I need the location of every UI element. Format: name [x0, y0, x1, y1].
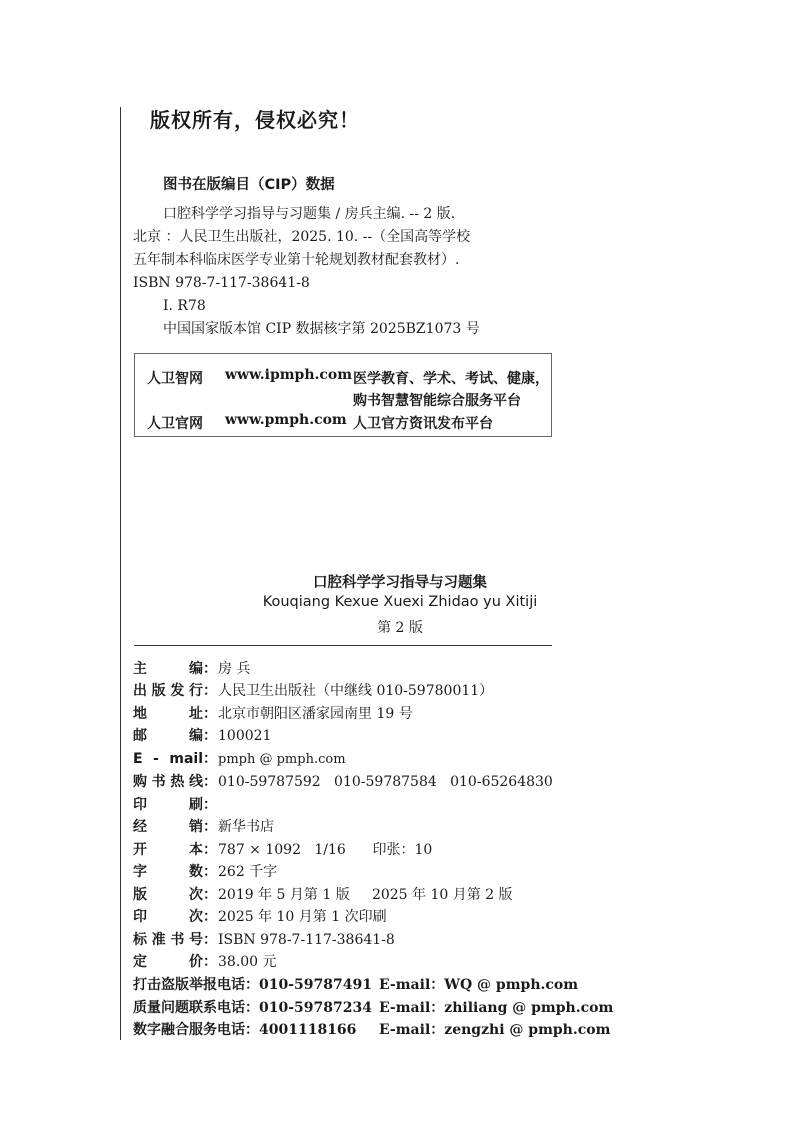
platform-desc: 购书智慧智能综合服务平台: [353, 393, 521, 409]
info-value: 787 × 1092 1/16 印张：10: [218, 842, 433, 858]
copyright-notice: 版权所有，侵权必究！: [150, 108, 360, 132]
info-row-price: 定价 ： 38.00 元: [133, 951, 277, 973]
platform-desc: 医学教育、学术、考试、健康，: [353, 371, 549, 387]
info-row-hotline: 购书热线 ： 010-59787592 010-59787584 010-65264830: [133, 771, 553, 793]
book-title-pinyin: Kouqiang Kexue Xuexi Zhidao yu Xitiji: [262, 594, 538, 610]
info-value: 房 兵: [218, 661, 251, 677]
info-label: E - mail: [133, 751, 203, 767]
info-value: 北京市朝阳区潘家园南里 19 号: [218, 706, 413, 722]
info-row-wordcount: 字数 ： 262 千字: [133, 861, 277, 883]
platform-name: 人卫官网: [147, 416, 203, 432]
contact-phone: 4001118166: [259, 1022, 357, 1038]
info-row-email: E - mail ： pmph @ pmph.com: [133, 751, 346, 767]
cip-title: 图书在版编目（CIP）数据: [163, 177, 335, 193]
cip-line: Ⅰ. R78: [163, 298, 206, 314]
cip-line: 五年制本科临床医学专业第十轮规划教材配套教材）.: [133, 252, 460, 268]
divider: [134, 645, 552, 646]
info-value: 人民卫生出版社（中继线 010-59780011）: [218, 683, 494, 699]
contact-row-digital: [133, 1019, 610, 1041]
info-value[interactable]: pmph @ pmph.com: [218, 752, 346, 767]
info-label: 出版发行: [133, 683, 203, 699]
info-label: 字数: [133, 864, 203, 880]
info-row-printing: 印次 ： 2025 年 10 月第 1 次印刷: [133, 906, 387, 928]
platform-desc: 人卫官方资讯发布平台: [353, 416, 493, 432]
info-label: 地址: [133, 706, 203, 722]
book-title: 口腔科学学习指导与习题集: [313, 575, 487, 591]
info-value: 新华书店: [218, 819, 274, 835]
info-value: 2019 年 5 月第 1 版 2025 年 10 月第 2 版: [218, 887, 513, 903]
contact-phone: 010-59787234: [259, 1000, 372, 1016]
platform-name: 人卫智网: [147, 371, 203, 387]
info-label: 主编: [133, 661, 203, 677]
info-value: 2025 年 10 月第 1 次印刷: [218, 909, 387, 925]
platform-url[interactable]: www.ipmph.com: [225, 367, 353, 383]
contact-row-piracy: [133, 974, 578, 996]
contact-email[interactable]: E-mail：WQ @ pmph.com: [379, 977, 579, 993]
info-row-address: 地址 ： 北京市朝阳区潘家园南里 19 号: [133, 703, 413, 725]
info-label: 定价: [133, 954, 203, 970]
info-row-printer: 印刷 ：: [133, 794, 218, 816]
info-value: 100021: [218, 728, 272, 744]
platform-url[interactable]: www.pmph.com: [225, 412, 347, 428]
info-label: 标准书号: [133, 932, 203, 948]
info-row-postcode: 邮编 ： 100021: [133, 725, 271, 747]
info-row-publisher: 出版发行 ： 人民卫生出版社（中继线 010-59780011）: [133, 680, 493, 702]
info-label: 邮编: [133, 728, 203, 744]
info-label: 印刷: [133, 797, 203, 813]
info-row-distributor: 经销 ： 新华书店: [133, 816, 274, 838]
info-value: 262 千字: [218, 864, 278, 880]
contact-phone: 010-59787491: [259, 977, 372, 993]
edition: 第 2 版: [377, 620, 423, 636]
info-value: 010-59787592 010-59787584 010-65264830: [218, 774, 553, 790]
contact-row-quality: [133, 997, 613, 1019]
cip-line: ISBN 978-7-117-38641-8: [133, 275, 310, 291]
info-label: 经销: [133, 819, 203, 835]
contact-label: 质量问题联系电话：: [133, 1000, 259, 1016]
info-row-editor: 主编 ： 房 兵: [133, 658, 250, 680]
info-row-format: 开本 ： 787 × 1092 1/16 印张：10: [133, 839, 432, 861]
contact-label: 数字融合服务电话：: [133, 1022, 259, 1038]
cip-line: 中国国家版本馆 CIP 数据核字第 2025BZ1073 号: [163, 321, 480, 337]
info-value: 38.00 元: [218, 954, 277, 970]
contact-label: 打击盗版举报电话：: [133, 977, 259, 993]
info-label: 印次: [133, 909, 203, 925]
info-label: 购书热线: [133, 774, 203, 790]
contact-email[interactable]: E-mail：zhiliang @ pmph.com: [379, 1000, 614, 1016]
info-value: ISBN 978-7-117-38641-8: [218, 932, 395, 948]
cip-line: 北京 ：人民卫生出版社，2025. 10. --（全国高等学校: [133, 229, 471, 245]
contact-email[interactable]: E-mail：zengzhi @ pmph.com: [379, 1022, 611, 1038]
info-label: 版次: [133, 887, 203, 903]
info-row-edition: 版次 ： 2019 年 5 月第 1 版 2025 年 10 月第 2 版: [133, 884, 513, 906]
info-label: 开本: [133, 842, 203, 858]
info-row-isbn: 标准书号 ： ISBN 978-7-117-38641-8: [133, 929, 395, 951]
cip-line: 口腔科学学习指导与习题集 / 房兵主编. -- 2 版.: [163, 206, 456, 222]
platform-box: [134, 353, 552, 437]
